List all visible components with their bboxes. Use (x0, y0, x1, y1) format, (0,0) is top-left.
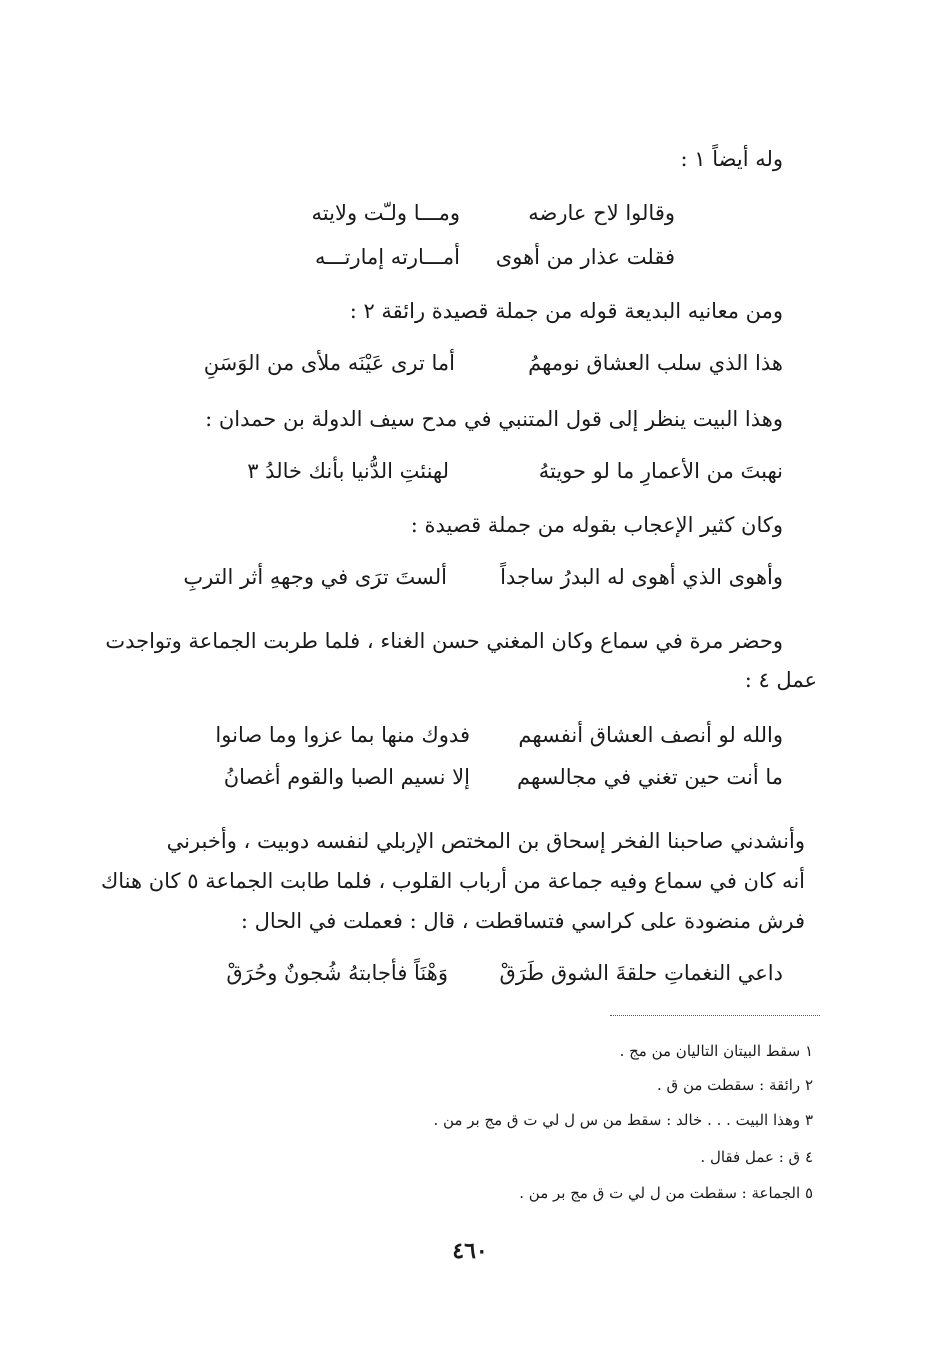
verse-2-first-hemistich: هذا الذي سلب العشاق نومهمُ (528, 351, 783, 375)
verse-6 (0, 958, 933, 988)
verse-1-line-2 (0, 242, 933, 272)
intro-line-2: ومن معانيه البديعة قوله من جملة قصيدة رائقة ٢ : (349, 299, 783, 323)
intro-line-4: وكان كثير الإعجاب بقوله من جملة قصيدة : (410, 513, 783, 537)
verse-1-line-2-first-hemistich: فقلت عذار من أهوى (495, 245, 675, 269)
verse-5-line-1 (0, 720, 933, 750)
verse-1-line-1-second-hemistich: ومـــا ولـّت ولايته (311, 201, 460, 225)
footnote-2: ٢ رائقة : سقطت من ق . (657, 1076, 813, 1094)
verse-4-first-hemistich: وأهوى الذي أهوى له البدرُ ساجداً (500, 565, 783, 589)
verse-5-line-2-first-hemistich: ما أنت حين تغني في مجالسهم (517, 765, 783, 789)
verse-1-line-2-second-hemistich: أمـــارته إمارتـــه (314, 245, 460, 269)
paragraph-1-line-1: وحضر مرة في سماع وكان المغني حسن الغناء ، فلما طربت الجماعة وتواجدت (105, 629, 783, 653)
verse-3-first-hemistich: نهبتَ من الأعمارِ ما لو حويتهُ (538, 459, 783, 483)
verse-5-line-2-second-hemistich: إلا نسيم الصبا والقوم أغصانُ (223, 765, 470, 789)
verse-2 (0, 348, 933, 378)
paragraph-1-line-2: عمل ٤ : (744, 668, 817, 692)
footnote-separator (610, 1015, 820, 1016)
paragraph-2-line-2: أنه كان في سماع وفيه جماعة من أرباب القلوب ، فلما طابت الجماعة ٥ كان هناك (100, 869, 805, 893)
verse-4-second-hemistich: ألستَ ترَى في وجههِ أثر التربِ (183, 565, 447, 589)
verse-5-line-2 (0, 762, 933, 792)
verse-3 (0, 456, 933, 486)
footnote-4: ٤ ق : عمل فقال . (700, 1148, 813, 1166)
verse-4 (0, 562, 933, 592)
footnote-1: ١ سقط البيتان التاليان من مج . (619, 1042, 813, 1060)
verse-6-second-hemistich: وَهْنَاً فأجابتهُ شُجونٌ وحُرَقْ (226, 961, 448, 985)
verse-5-line-1-first-hemistich: والله لو أنصف العشاق أنفسهم (518, 723, 783, 747)
intro-line-1: وله أيضاً ١ : (680, 147, 783, 171)
verse-5-line-1-second-hemistich: فدوك منها بما عزوا وما صانوا (215, 723, 470, 747)
verse-3-second-hemistich: لهنئتِ الدُّنيا بأنك خالدُ ٣ (247, 459, 449, 483)
verse-2-second-hemistich: أما ترى عَيْنَه ملأى من الوَسَنِ (203, 351, 455, 375)
verse-6-first-hemistich: داعي النغماتِ حلقةَ الشوق طَرَقْ (499, 961, 783, 985)
footnote-3: ٣ وهذا البيت . . . خالد : سقط من س ل لي ت ق مج بر من . (433, 1111, 813, 1129)
verse-1-line-1 (0, 198, 933, 228)
paragraph-2-line-3: فرش منضودة على كراسي فتساقطت ، قال : فعملت في الحال : (240, 909, 805, 933)
verse-1-line-1-first-hemistich: وقالوا لاح عارضه (528, 201, 675, 225)
paragraph-2-line-1: وأنشدني صاحبنا الفخر إسحاق بن المختص الإربلي لنفسه دوبيت ، وأخبرني (166, 829, 805, 853)
intro-line-3: وهذا البيت ينظر إلى قول المتنبي في مدح سيف الدولة بن حمدان : (205, 407, 783, 431)
page-number: ٤٦٠ (452, 1238, 488, 1264)
footnote-5: ٥ الجماعة : سقطت من ل لي ت ق مج بر من . (519, 1184, 813, 1202)
